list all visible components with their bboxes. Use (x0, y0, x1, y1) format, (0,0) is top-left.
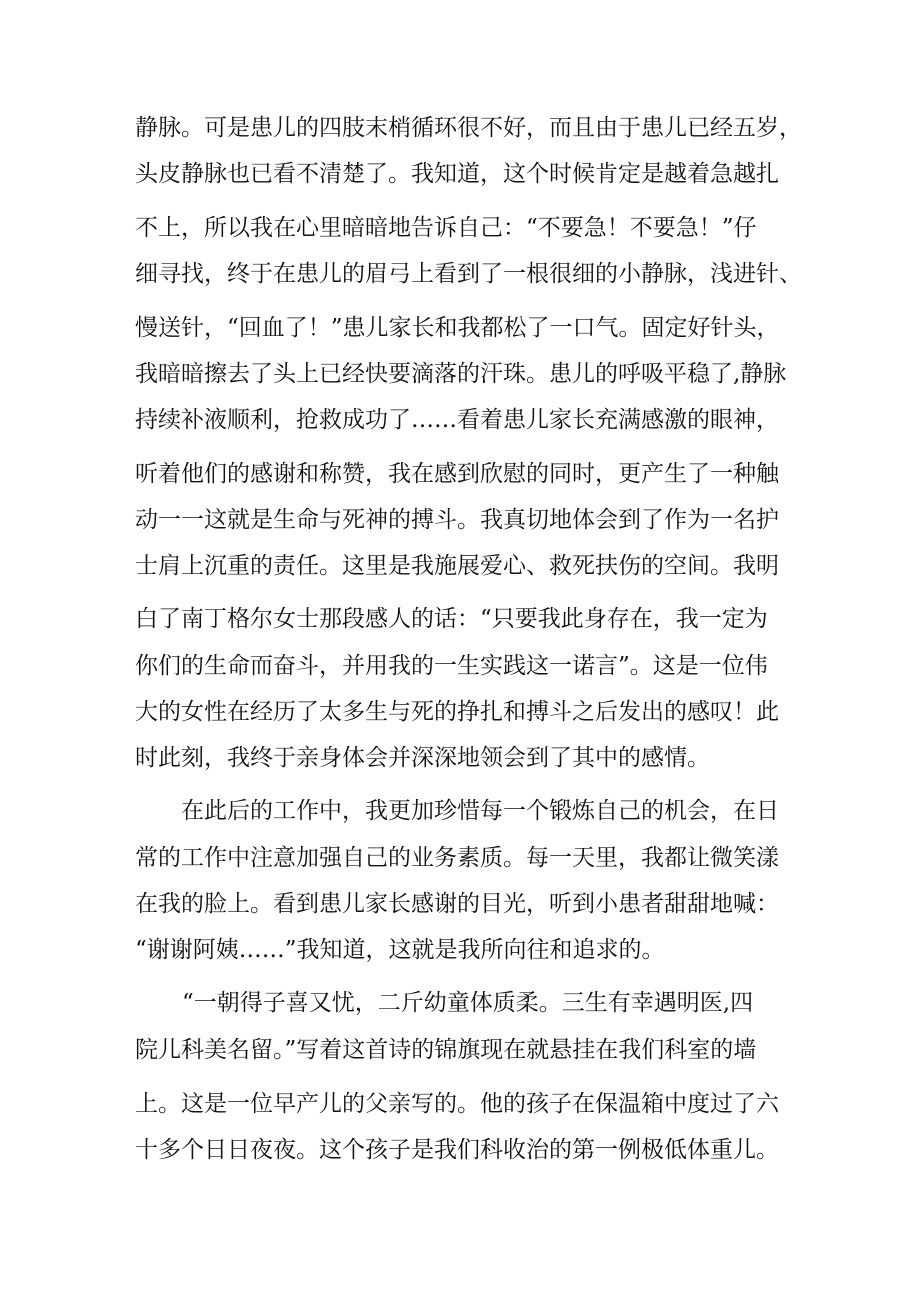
text-line: 在我的脸上。看到患儿家长感谢的目光，听到小患者甜甜地喊： (135, 891, 779, 917)
text-line: 我暗暗擦去了头上已经快要滴落的汗珠。患儿的呼吸平稳了,静脉 (135, 361, 787, 387)
text-line: 慢送针，“回血了！”患儿家长和我都松了一口气。固定好针头， (135, 315, 780, 341)
text-line: 动一一这就是生命与死神的搏斗。我真切地体会到了作为一名护 (135, 507, 779, 533)
text-line: 在此后的工作中，我更加珍惜每一个锻炼自己的机会，在日 (181, 798, 779, 824)
text-line: 听着他们的感谢和称赞，我在感到欣慰的同时，更产生了一种触 (135, 461, 779, 487)
text-line: “谢谢阿姨……”我知道，这就是我所向往和追求的。 (135, 937, 665, 963)
text-line: “一朝得子喜又忧，二斤幼童体质柔。三生有幸遇明医,四 (182, 990, 754, 1016)
text-line: 常的工作中注意加强自己的业务素质。每一天里，我都让微笑漾 (135, 845, 779, 871)
text-line: 十多个日日夜夜。这个孩子是我们科收治的第一例极低体重儿。 (135, 1137, 779, 1163)
text-line: 院儿科美名留。”写着这首诗的锦旗现在就悬挂在我们科室的墙 (135, 1037, 757, 1063)
text-line: 持续补液顺利，抢救成功了……看着患儿家长充满感激的眼神， (135, 407, 779, 433)
text-line: 细寻找，终于在患儿的眉弓上看到了一根很细的小静脉，浅进针、 (135, 261, 802, 287)
text-line: 头皮静脉也已看不清楚了。我知道，这个时候肯定是越着急越扎 (135, 161, 779, 187)
text-line: 大的女性在经历了太多生与死的挣扎和搏斗之后发出的感叹！此 (135, 699, 779, 725)
text-line: 白了南丁格尔女士那段感人的话：“只要我此身存在，我一定为 (135, 606, 768, 632)
text-line: 上。这是一位早产儿的父亲写的。他的孩子在保温箱中度过了六 (135, 1091, 779, 1117)
text-line: 静脉。可是患儿的四肢末梢循环很不好，而且由于患儿已经五岁， (135, 115, 802, 141)
text-line: 你们的生命而奋斗，并用我的一生实践这一诺言”。这是一位伟 (135, 653, 768, 679)
text-line: 不上，所以我在心里暗暗地告诉自己：“不要急！不要急！”仔 (135, 215, 757, 241)
text-line: 时此刻，我终于亲身体会并深深地领会到了其中的感情。 (135, 745, 710, 771)
text-line: 士肩上沉重的责任。这里是我施展爱心、救死扶伤的空间。我明 (135, 553, 779, 579)
